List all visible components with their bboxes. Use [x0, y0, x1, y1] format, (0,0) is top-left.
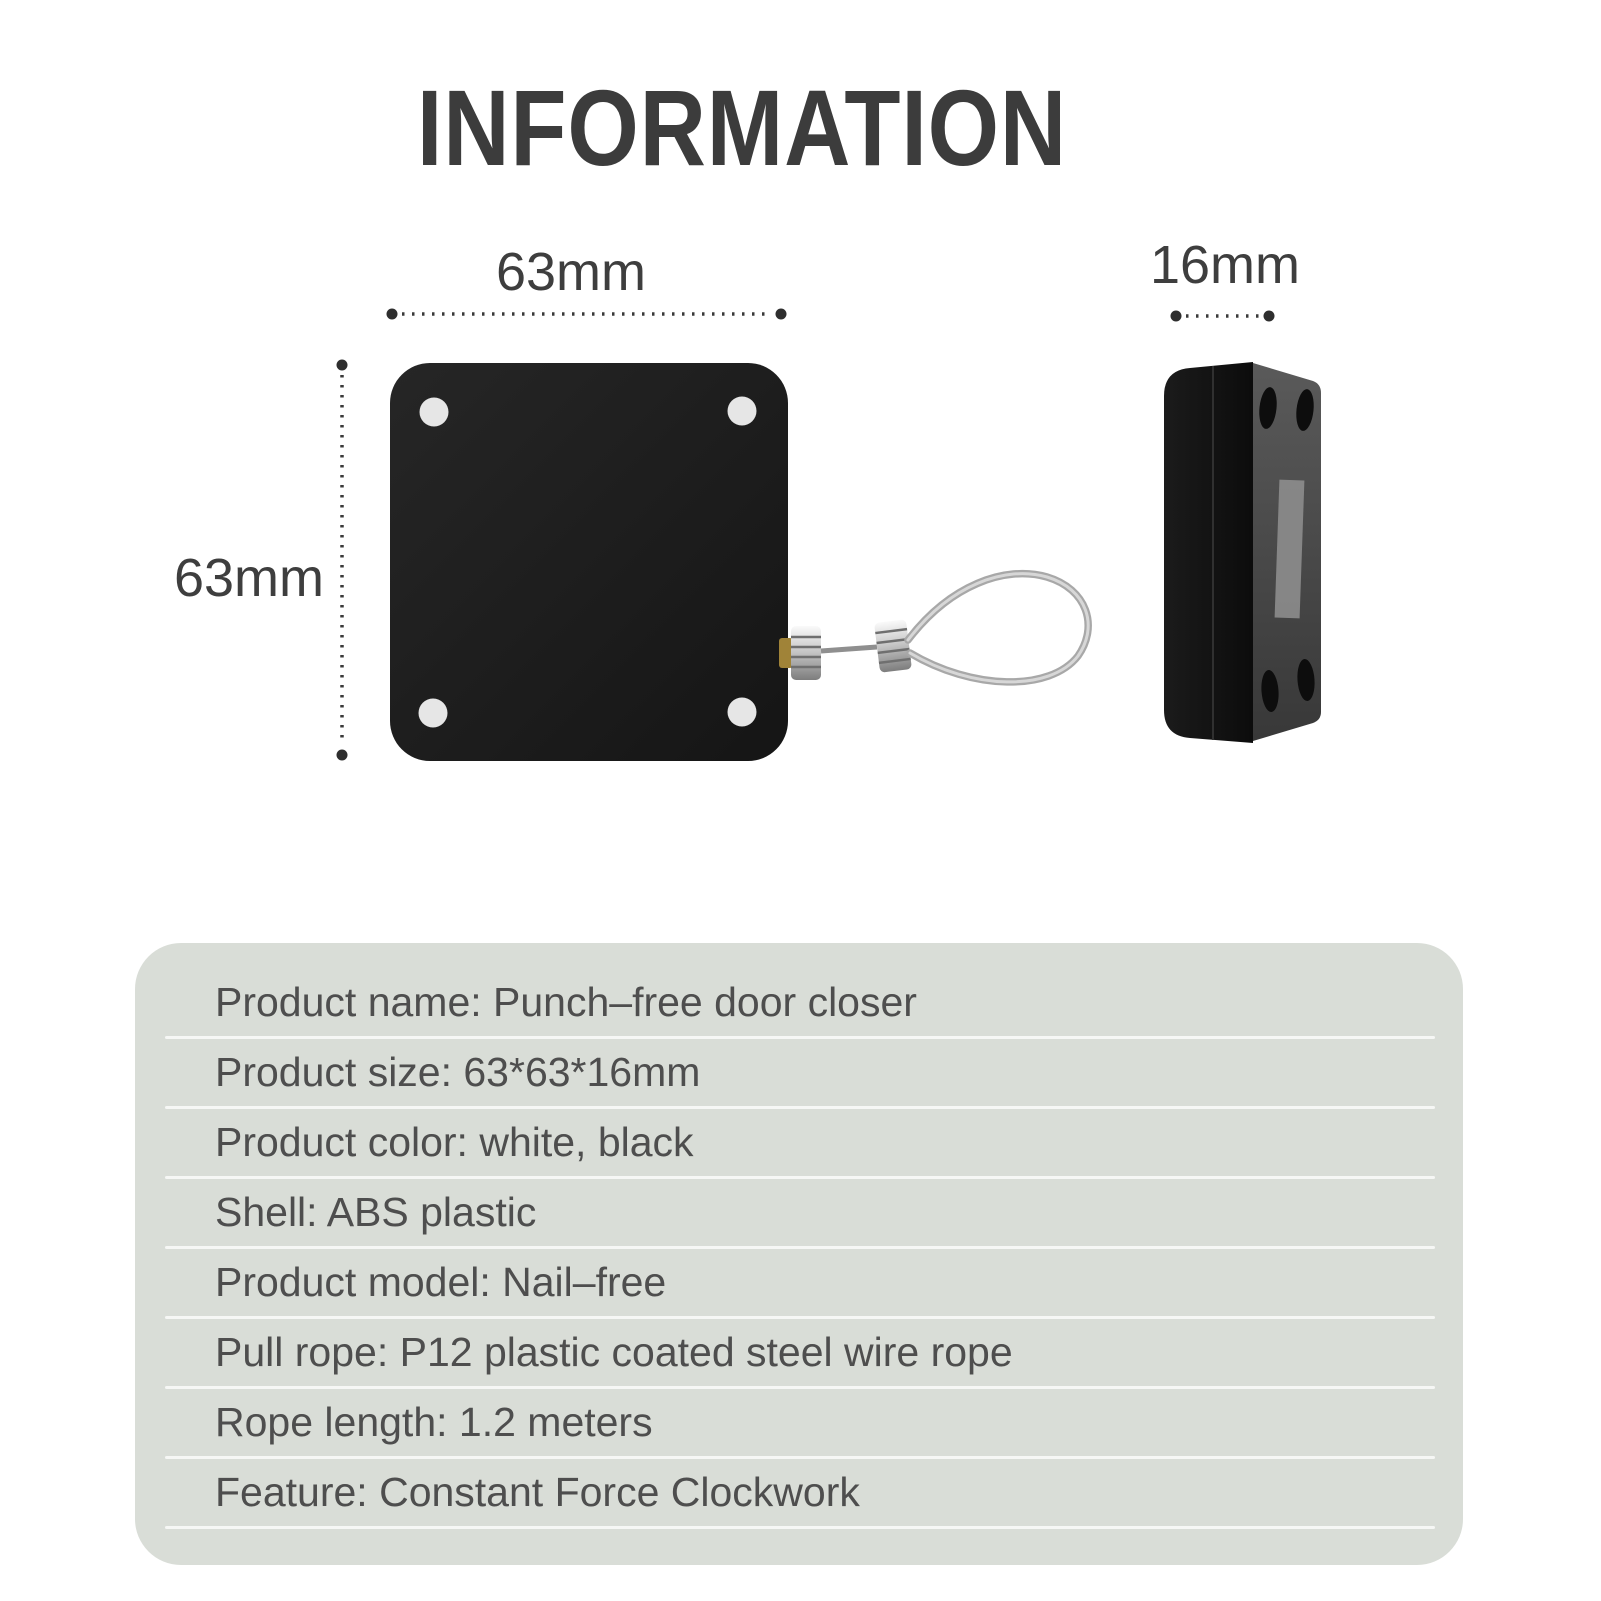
screw-hole: [728, 698, 757, 727]
side-face: [1253, 363, 1321, 741]
side-hole: [1257, 386, 1278, 430]
rope-crimp: [874, 619, 912, 673]
door-closer-side-view: [1164, 362, 1321, 743]
spec-row-product-model: Product model: Nail–free: [215, 1259, 667, 1305]
brass-fitting: [779, 638, 793, 668]
screw-hole: [419, 699, 448, 728]
screw-hole: [728, 397, 757, 426]
front-edge: [1164, 362, 1253, 743]
spec-separator: [165, 1526, 1435, 1529]
width-dimension-label: 63mm: [495, 242, 647, 302]
spec-row-product-name: Product name: Punch–free door closer: [215, 979, 917, 1025]
height-dimension-label: 63mm: [173, 548, 325, 608]
spec-row-product-size: Product size: 63*63*16mm: [215, 1049, 701, 1095]
spec-row-feature: Feature: Constant Force Clockwork: [215, 1469, 860, 1515]
spec-box: [135, 943, 1463, 1565]
page-title: INFORMATION: [416, 67, 1068, 188]
side-hole: [1294, 388, 1315, 432]
device-body: [390, 363, 788, 761]
door-closer-front-view: [390, 363, 1088, 761]
wire-segment: [821, 647, 877, 651]
spec-row-shell: Shell: ABS plastic: [215, 1189, 537, 1235]
side-hole: [1296, 658, 1316, 701]
wire-loop: [908, 574, 1088, 682]
depth-dimension-label: 16mm: [1149, 235, 1301, 295]
side-hole: [1260, 669, 1280, 712]
spec-row-product-color: Product color: white, black: [215, 1119, 694, 1165]
depth-dimension-line: [1171, 311, 1275, 322]
side-label-sticker: [1275, 480, 1305, 619]
screw-hole: [420, 398, 449, 427]
spec-row-pull-rope: Pull rope: P12 plastic coated steel wire rope: [215, 1329, 1013, 1375]
width-dimension-line: [387, 309, 787, 320]
rope-ferrule: [791, 626, 821, 680]
height-dimension-line: [337, 360, 348, 761]
spec-row-rope-length: Rope length: 1.2 meters: [215, 1399, 653, 1445]
